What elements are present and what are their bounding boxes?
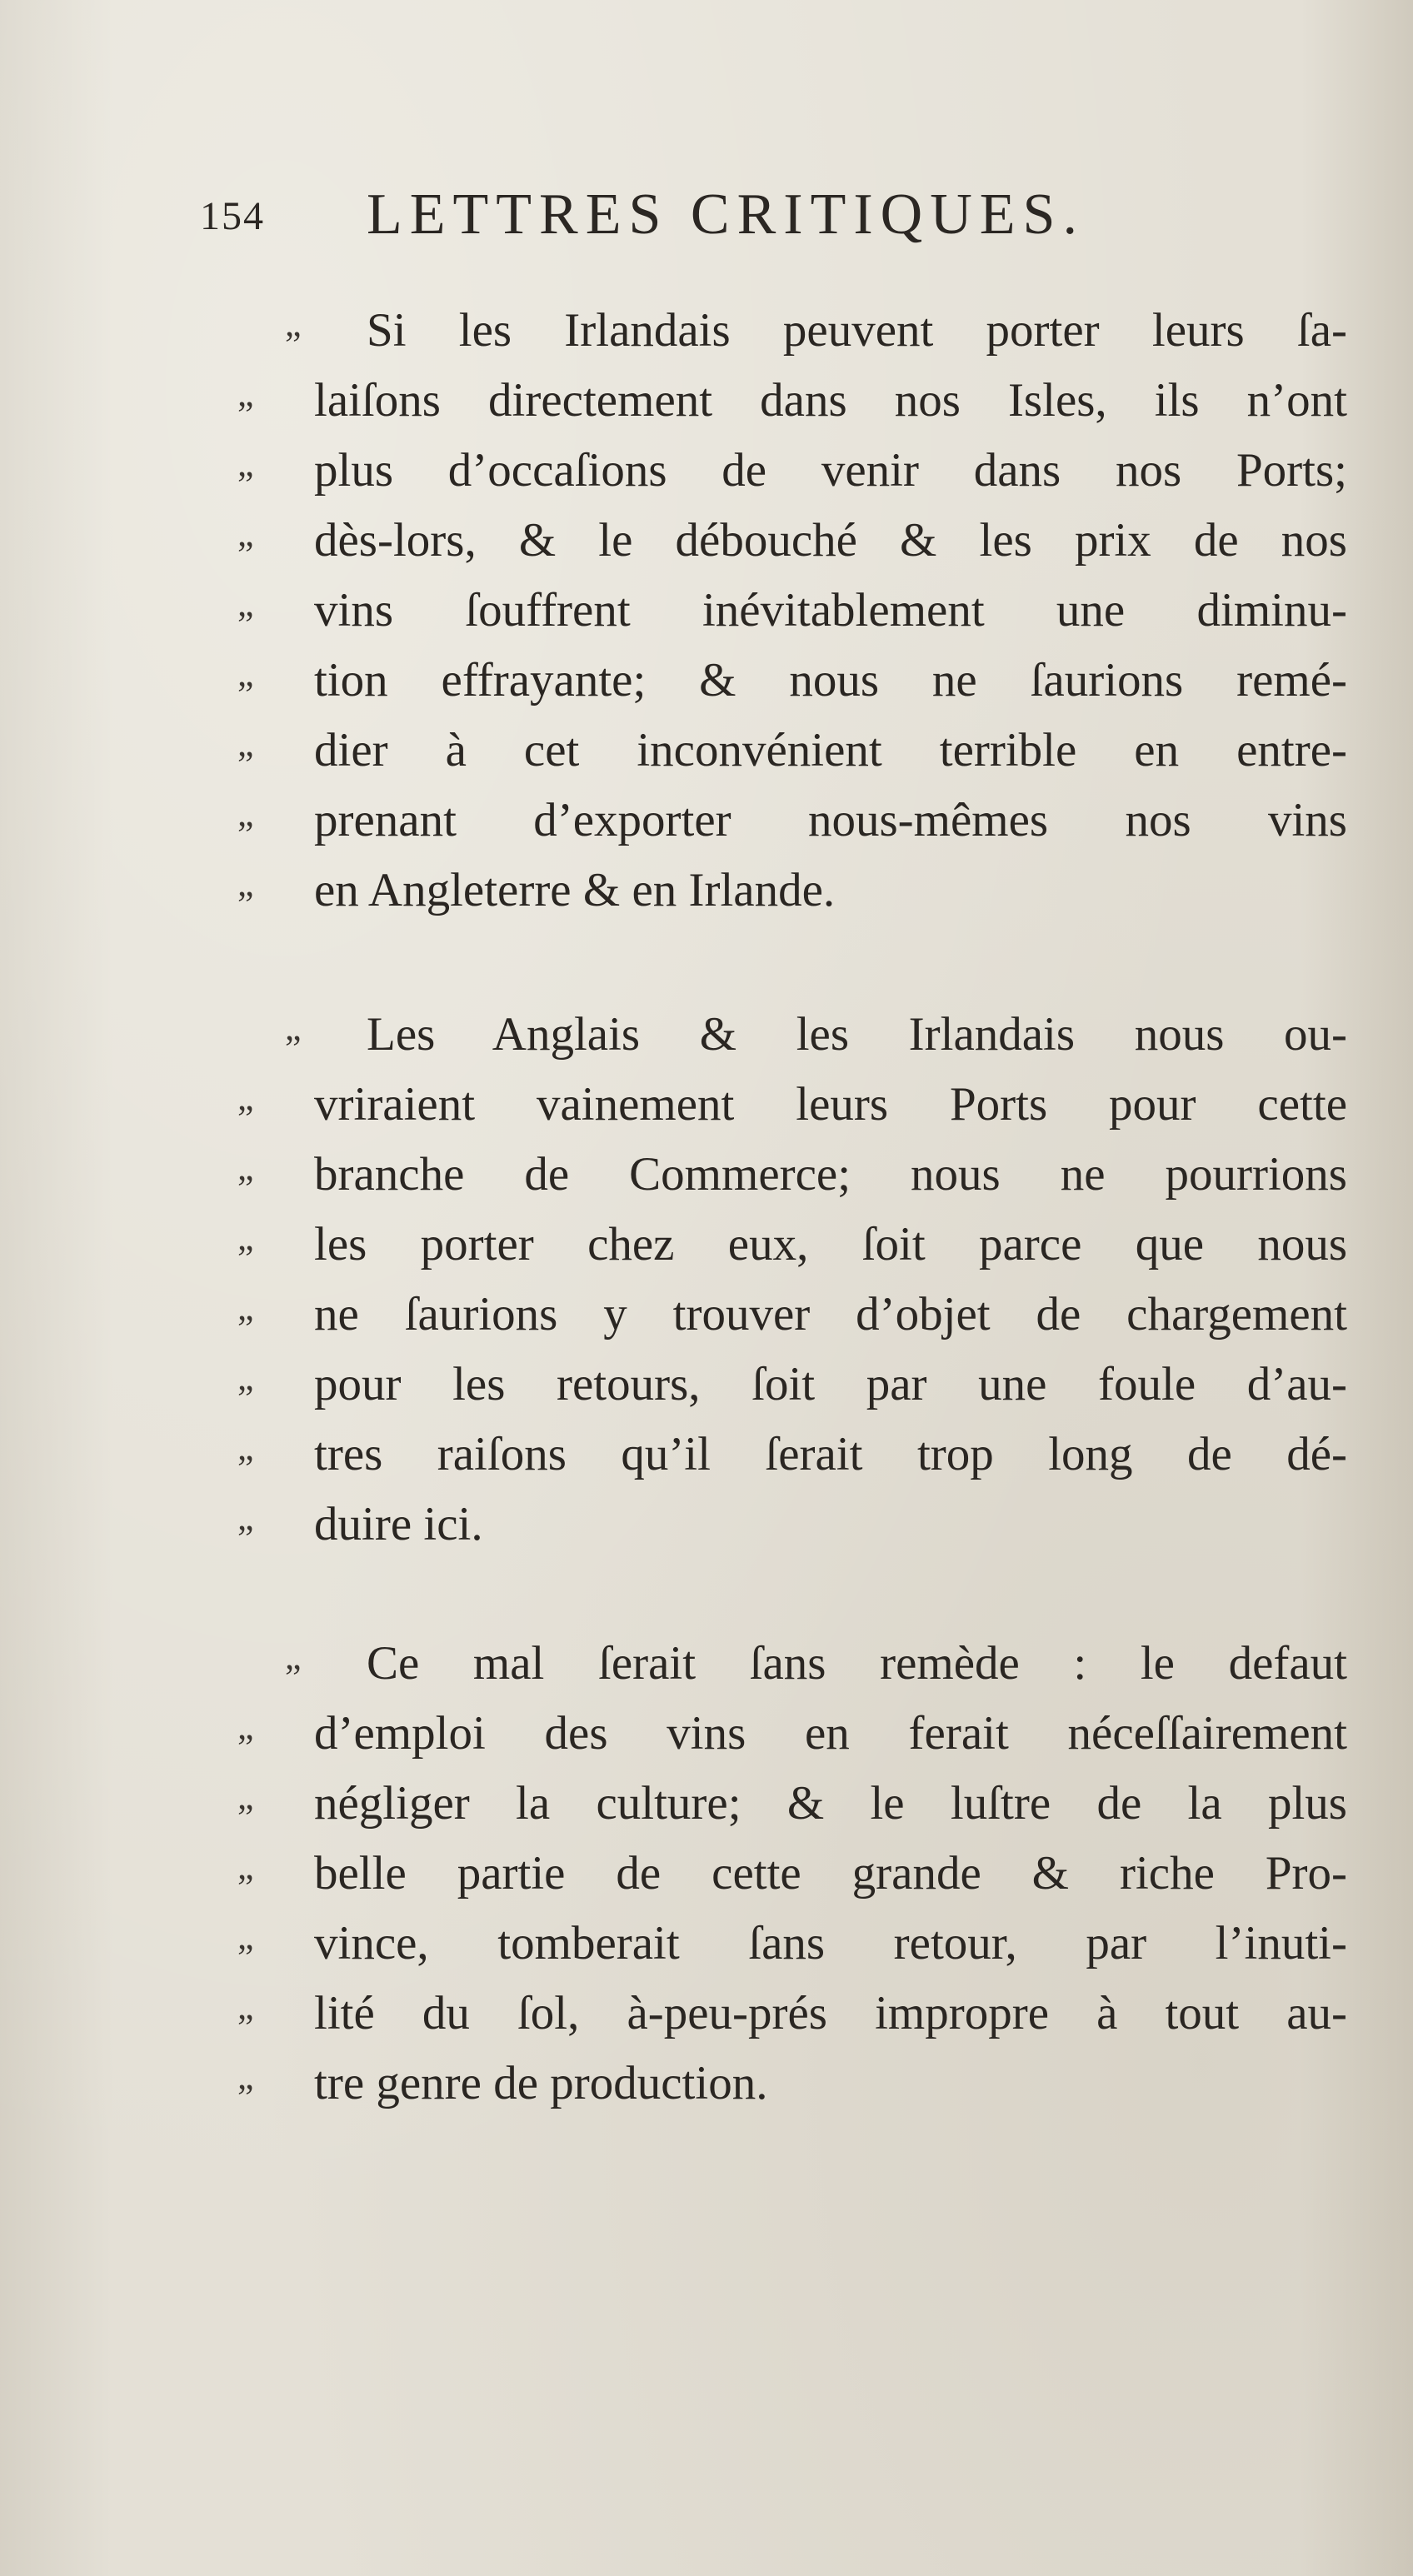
line-text: vriraient vainement leurs Ports pour cette <box>314 1078 1347 1131</box>
line-text: belle partie de cette grande & riche Pro- <box>314 1847 1347 1900</box>
quotation-mark: „ <box>237 723 254 764</box>
line-text: tres raiſons qu’il ſerait trop long de dé- <box>314 1428 1347 1480</box>
quotation-mark: „ <box>285 1636 302 1677</box>
quotation-mark: „ <box>237 1357 254 1398</box>
line-text: d’emploi des vins en ferait néceſſairement <box>314 1707 1347 1760</box>
quotation-mark: „ <box>285 303 302 344</box>
line-text: Les Anglais & les Irlandais nous ou- <box>367 1008 1347 1061</box>
text-line <box>0 1420 1413 1490</box>
quotation-mark: „ <box>237 1217 254 1258</box>
line-text: prenant d’exporter nous-mêmes nos vins <box>314 794 1347 846</box>
quotation-mark: „ <box>237 863 254 904</box>
quotation-mark: „ <box>237 653 254 694</box>
text-line <box>0 786 1413 856</box>
line-text: lité du ſol, à-peu-prés impropre à tout au- <box>314 1987 1347 2039</box>
text-line <box>0 1699 1413 1769</box>
line-text: pour les retours, ſoit par une foule d’au- <box>314 1358 1347 1410</box>
text-line <box>0 1769 1413 1839</box>
line-text: tre genre de production. <box>314 2057 768 2109</box>
text-line <box>0 1280 1413 1350</box>
text-line <box>0 1210 1413 1280</box>
quotation-mark: „ <box>237 1497 254 1538</box>
page-number: 154 <box>200 194 265 238</box>
text-line <box>0 1979 1413 2049</box>
quotation-mark: „ <box>237 2056 254 2097</box>
quotation-mark: „ <box>237 1916 254 1957</box>
quotation-mark: „ <box>237 1776 254 1817</box>
text-line <box>0 366 1413 436</box>
line-text: Si les Irlandais peuvent porter leurs ſa- <box>367 304 1347 357</box>
line-text: dès-lors, & le débouché & les prix de nos <box>314 514 1347 567</box>
text-line <box>0 716 1413 786</box>
text-line <box>0 506 1413 576</box>
quotation-mark: „ <box>237 1427 254 1468</box>
text-line <box>0 1909 1413 1979</box>
quotation-mark: „ <box>237 1986 254 2027</box>
text-line <box>0 296 1413 366</box>
text-line <box>0 856 1413 926</box>
quotation-mark: „ <box>237 1077 254 1118</box>
text-line <box>0 436 1413 506</box>
text-line <box>0 576 1413 646</box>
page-header <box>200 182 1283 257</box>
running-title: LETTRES CRITIQUES. <box>367 182 1085 247</box>
text-line <box>0 2049 1413 2119</box>
line-text: vince, tomberait ſans retour, par l’inuti- <box>314 1917 1347 1969</box>
line-text: négliger la culture; & le luſtre de la plus <box>314 1777 1347 1830</box>
line-text: laiſons directement dans nos Isles, ils n’ont <box>314 374 1347 427</box>
quotation-mark: „ <box>237 373 254 414</box>
text-line <box>0 1350 1413 1420</box>
quotation-mark: „ <box>285 1007 302 1048</box>
line-text: ne ſaurions y trouver d’objet de chargement <box>314 1288 1347 1340</box>
line-text: les porter chez eux, ſoit parce que nous <box>314 1218 1347 1271</box>
line-text: plus d’occaſions de venir dans nos Ports; <box>314 444 1347 497</box>
quotation-mark: „ <box>237 513 254 554</box>
quotation-mark: „ <box>237 1147 254 1188</box>
quotation-mark: „ <box>237 583 254 624</box>
text-line <box>0 646 1413 716</box>
line-text: vins ſouffrent inévitablement une diminu- <box>314 584 1347 637</box>
line-text: Ce mal ſerait ſans remède : le defaut <box>367 1637 1347 1690</box>
text-line <box>0 1490 1413 1560</box>
line-text: tion effrayante; & nous ne ſaurions remé- <box>314 654 1347 706</box>
text-line <box>0 1070 1413 1140</box>
text-line <box>0 1629 1413 1699</box>
text-line <box>0 1140 1413 1210</box>
text-line <box>0 1839 1413 1909</box>
quotation-mark: „ <box>237 443 254 484</box>
quotation-mark: „ <box>237 1846 254 1887</box>
text-line <box>0 1000 1413 1070</box>
quotation-mark: „ <box>237 793 254 834</box>
line-text: branche de Commerce; nous ne pourrions <box>314 1148 1347 1201</box>
line-text: dier à cet inconvénient terrible en entre- <box>314 724 1347 776</box>
line-text: duire ici. <box>314 1498 483 1550</box>
quotation-mark: „ <box>237 1287 254 1328</box>
line-text: en Angleterre & en Irlande. <box>314 864 836 916</box>
quotation-mark: „ <box>237 1706 254 1747</box>
